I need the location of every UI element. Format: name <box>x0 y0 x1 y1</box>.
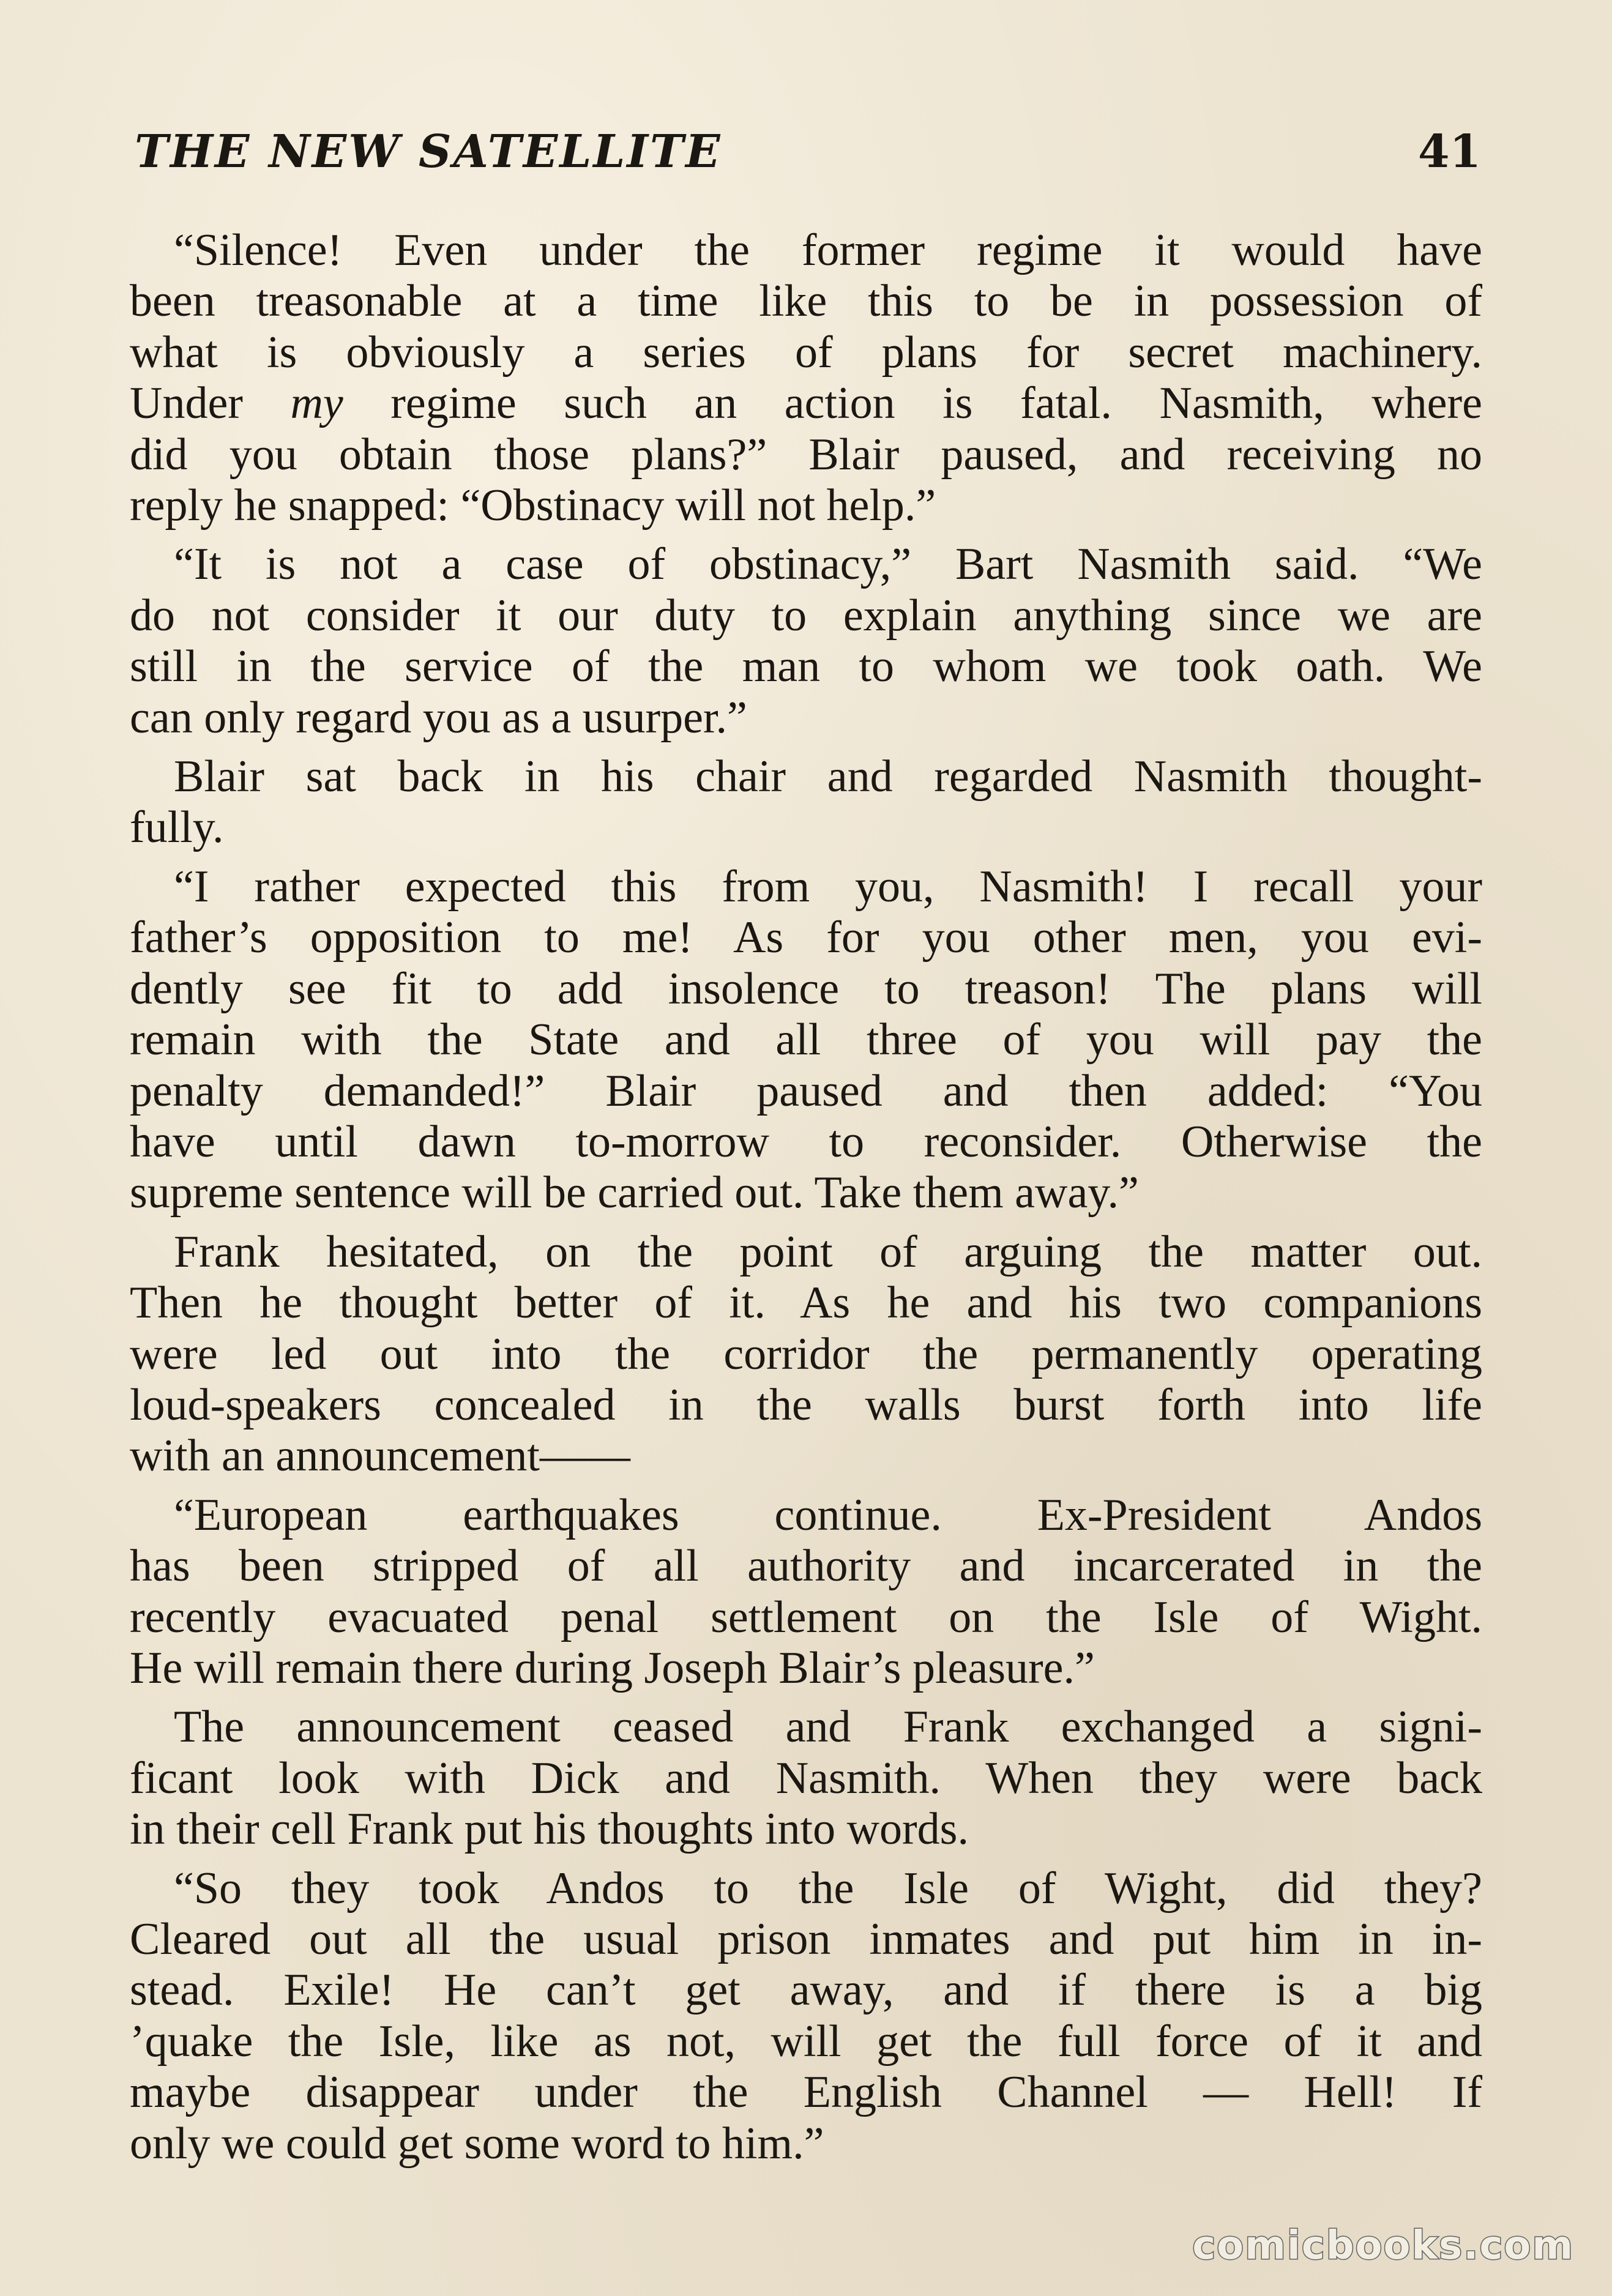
text-line: “It is not a case of obstinacy,” Bart Nasmith said. “We <box>174 539 1482 590</box>
text-line: “So they took Andos to the Isle of Wight, did they? <box>174 1863 1482 1914</box>
text-line: reply he snapped: “Obstinacy will not help.” <box>130 480 936 531</box>
paragraph <box>130 751 1482 854</box>
text-line: Blair sat back in his chair and regarded Nasmith thought- <box>174 751 1482 802</box>
text-line: remain with the State and all three of you will pay the <box>130 1015 1482 1065</box>
paragraph <box>130 1227 1482 1482</box>
text-line: only we could get some word to him.” <box>130 2118 824 2169</box>
text-line: ficant look with Dick and Nasmith. When they were back <box>130 1753 1482 1803</box>
paragraph <box>130 539 1482 744</box>
paragraph <box>130 862 1482 1219</box>
text-line: Frank hesitated, on the point of arguing the matter out. <box>174 1226 1482 1277</box>
text-line: have until dawn to-morrow to reconsider. Otherwise the <box>130 1116 1482 1167</box>
text-line: The announcement ceased and Frank exchanged a signi- <box>174 1702 1482 1753</box>
text-line: Under my regime such an action is fatal. Nasmith, where <box>130 378 1482 429</box>
text-line: “I rather expected this from you, Nasmith! I recall your <box>174 861 1482 912</box>
text-line: “European earthquakes continue. Ex-President Andos <box>174 1489 1482 1540</box>
text-line: still in the service of the man to whom we took oath. We <box>130 641 1482 692</box>
text-line: ’quake the Isle, like as not, will get the full force of it and <box>130 2016 1482 2067</box>
text-line: maybe disappear under the English Channel — Hell! If <box>130 2067 1482 2118</box>
text-line: fully. <box>130 802 224 853</box>
text-line: do not consider it our duty to explain anything since we are <box>130 590 1482 641</box>
text-line: been treasonable at a time like this to be in possession of <box>130 276 1482 327</box>
text-line: supreme sentence will be carried out. Take them away.” <box>130 1168 1139 1218</box>
text-line: “Silence! Even under the former regime it would have <box>174 225 1482 275</box>
emphasis: my <box>290 378 343 429</box>
text-line: recently evacuated penal settlement on the Isle of Wight. <box>130 1592 1482 1642</box>
paragraph <box>130 1490 1482 1694</box>
page-number: 41 <box>1418 125 1481 178</box>
text-line: with an announcement—— <box>130 1431 630 1482</box>
text-line: loud-speakers concealed in the walls burst forth into life <box>130 1379 1482 1430</box>
text-line: penalty demanded!” Blair paused and then added: “You <box>130 1065 1482 1116</box>
text-line: Cleared out all the usual prison inmates and put him in in- <box>130 1914 1482 1964</box>
body-text <box>130 225 1482 2169</box>
text-line: did you obtain those plans?” Blair paused, and receiving no <box>130 429 1482 480</box>
text-line: dently see fit to add insolence to treason! The plans will <box>130 963 1482 1014</box>
text-line: what is obviously a series of plans for secret machinery. <box>130 327 1482 378</box>
text-line: He will remain there during Joseph Blair’s pleasure.” <box>130 1642 1095 1693</box>
text-line: has been stripped of all authority and incarcerated in the <box>130 1541 1482 1592</box>
paragraph <box>130 225 1482 531</box>
text-line: Then he thought better of it. As he and his two companions <box>130 1278 1482 1329</box>
text-line: stead. Exile! He can’t get away, and if there is a big <box>130 1965 1482 2016</box>
text-line: were led out into the corridor the permanently operating <box>130 1329 1482 1379</box>
paragraph <box>130 1863 1482 2169</box>
page-header <box>135 121 1481 188</box>
watermark: comicbooks.com <box>1192 2223 1574 2268</box>
running-head: THE NEW SATELLITE <box>135 125 722 178</box>
paragraph <box>130 1702 1482 1855</box>
text-line: in their cell Frank put his thoughts into words. <box>130 1804 969 1855</box>
text-line: can only regard you as a usurper.” <box>130 692 747 743</box>
text-line: father’s opposition to me! As for you other men, you evi- <box>130 912 1482 963</box>
